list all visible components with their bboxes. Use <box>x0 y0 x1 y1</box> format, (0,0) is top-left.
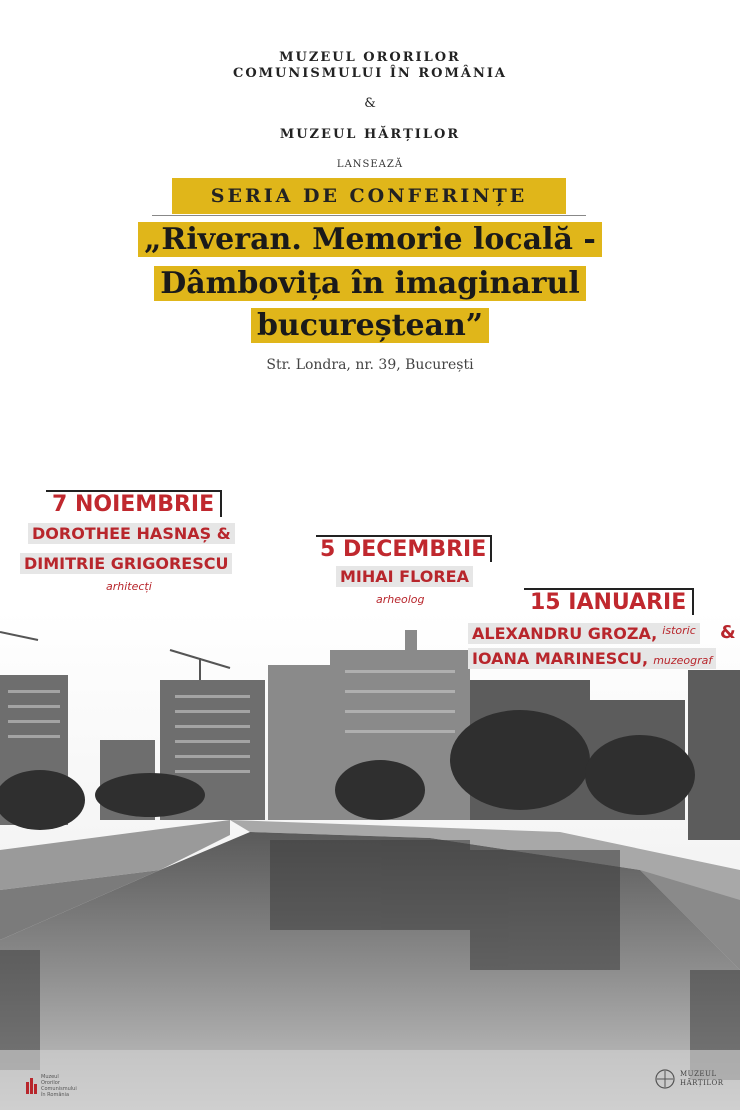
event-3-speaker-1-name: ALEXANDRU GROZA, <box>472 624 658 643</box>
series-banner: SERIA DE CONFERINȚE <box>172 178 566 214</box>
title-line-1: „Riveran. Memorie locală - <box>0 222 740 257</box>
event-address: Str. Londra, nr. 39, București <box>266 357 474 373</box>
ampersand: & <box>364 96 376 111</box>
museum-logo-icon <box>26 1078 38 1094</box>
event-3-date: 15 IANUARIE <box>524 588 694 615</box>
event-3-speaker-2-name: IOANA MARINESCU, <box>472 649 649 668</box>
event-2-date: 5 DECEMBRIE <box>316 535 492 562</box>
event-1-date: 7 NOIEMBRIE <box>46 490 222 517</box>
series-divider <box>152 215 586 216</box>
org-name-2: MUZEUL HĂRȚILOR <box>279 127 461 142</box>
event-3-joiner: & <box>720 622 736 643</box>
event-3-speaker-1-role: istoric <box>662 624 696 637</box>
event-3-speaker-1 <box>468 623 700 644</box>
event-1-role: arhitecți <box>106 580 152 593</box>
event-3-speaker-2 <box>468 648 716 669</box>
event-1-speaker-1: DOROTHEE HASNAȘ & <box>28 523 235 544</box>
event-2-role: arheolog <box>376 593 425 606</box>
footer-logo-right <box>654 1068 724 1090</box>
footer-logo-right-text: MUZEUL HĂRȚILOR <box>680 1070 724 1087</box>
launches-label: LANSEAZĂ <box>336 159 404 170</box>
event-3-speaker-2-role: muzeograf <box>653 654 713 667</box>
maps-museum-emblem-icon <box>654 1068 676 1090</box>
org-name-line-1: MUZEUL ORORILOR <box>279 50 461 65</box>
river-cityscape-photo <box>0 610 740 1110</box>
footer-logo-left <box>26 1074 77 1098</box>
title-line-3: bucureștean” <box>0 308 740 343</box>
event-2-speaker: MIHAI FLOREA <box>336 566 473 587</box>
title-line-2: Dâmbovița în imaginarul <box>0 266 740 301</box>
event-1-speaker-2: DIMITRIE GRIGORESCU <box>20 553 232 574</box>
org-name-line-2: COMUNISMULUI ÎN ROMÂNIA <box>233 66 507 81</box>
footer-logo-left-text: Muzeul Ororilor Comunismului în România <box>41 1074 77 1098</box>
